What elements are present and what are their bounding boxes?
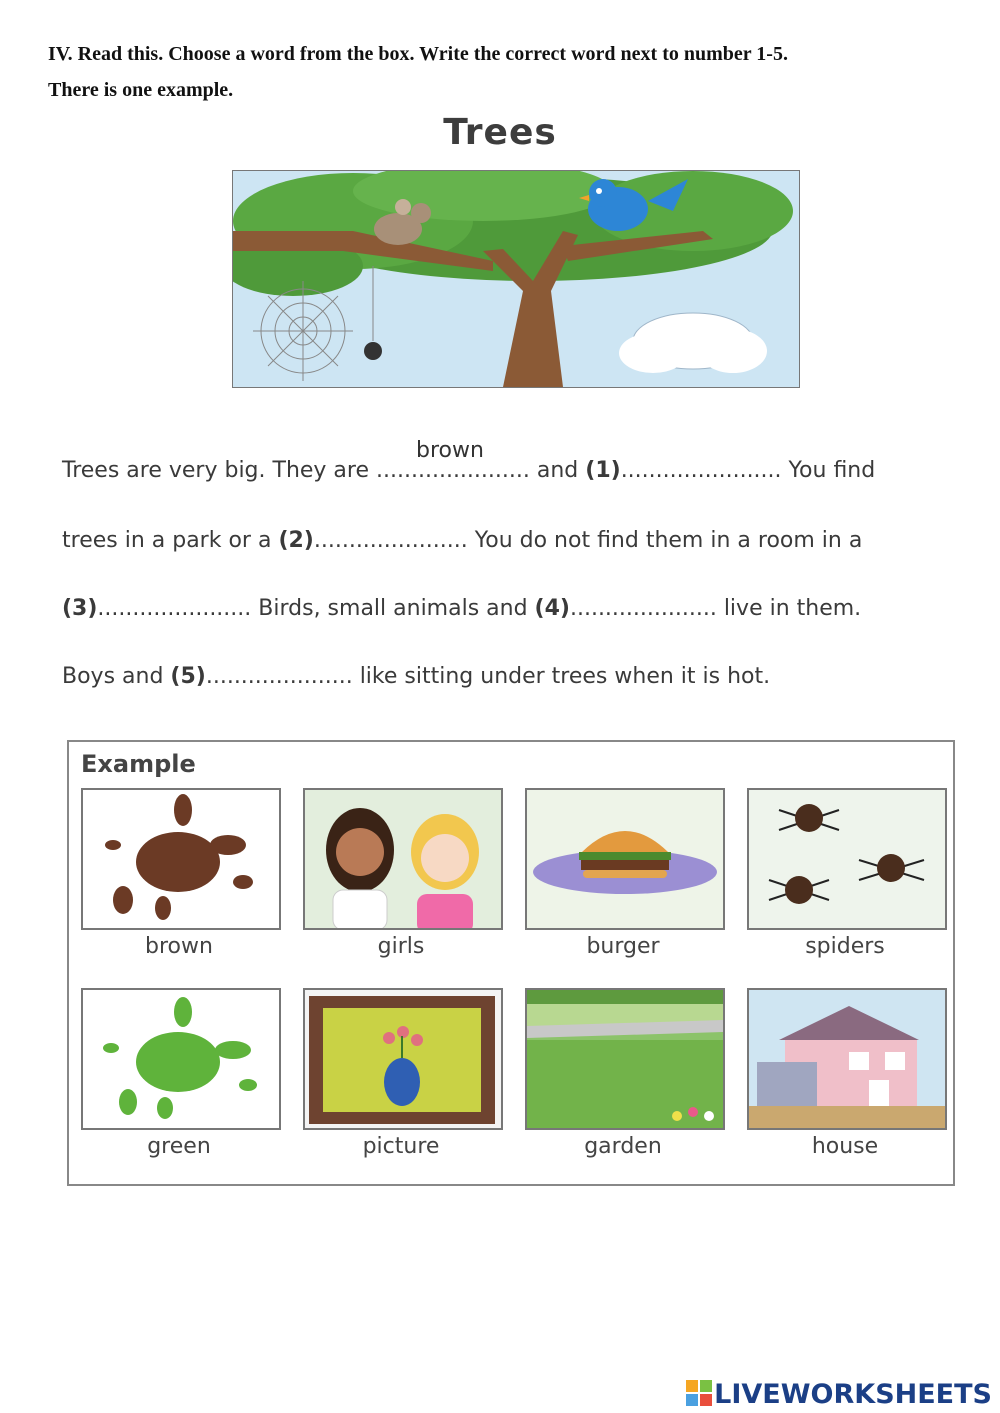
spiders-image (747, 788, 947, 930)
passage-line-3 (62, 594, 861, 624)
number-4: (4) (534, 596, 570, 621)
example-answer: brown (416, 438, 484, 463)
word-picture: picture (362, 1134, 440, 1159)
tree-illustration (232, 170, 800, 388)
brown-paint-image (81, 788, 281, 930)
liveworksheets-logo (686, 1379, 992, 1409)
number-1: (1) (585, 458, 621, 483)
number-5: (5) (170, 664, 206, 689)
passage-line-1 (62, 438, 876, 486)
passage-line-4 (62, 662, 770, 692)
passage-text: You find (781, 458, 876, 483)
answer-blank-4[interactable]: ..................... (569, 596, 717, 621)
word-box-label: Example (81, 750, 196, 778)
word-brown: brown (145, 934, 213, 959)
answer-blank-1[interactable]: ....................... (620, 458, 782, 483)
passage-text: and (529, 458, 586, 483)
word-spiders: spiders (805, 934, 885, 959)
passage-text: Birds, small animals and (251, 596, 535, 621)
burger-image (525, 788, 725, 930)
instructions (48, 36, 948, 108)
word-girls: girls (377, 934, 425, 959)
passage-text: trees in a park or a (62, 528, 279, 553)
instruction-line-1: IV. Read this. Choose a word from the box. Write the correct word next to number 1-5. (48, 43, 788, 65)
answer-blank-3[interactable]: ...................... (97, 596, 252, 621)
passage-text: You do not find them in a room in a (467, 528, 863, 553)
answer-blank-2[interactable]: ...................... (313, 528, 468, 553)
number-2: (2) (278, 528, 314, 553)
girls-image (303, 788, 503, 930)
word-green: green (147, 1134, 211, 1159)
picture-image (303, 988, 503, 1130)
word-burger: burger (586, 934, 660, 959)
passage-text: like sitting under trees when it is hot. (352, 664, 771, 689)
word-box (67, 740, 955, 1186)
passage-text: Boys and (62, 664, 171, 689)
passage-line-2 (62, 526, 862, 556)
example-blank (376, 438, 530, 486)
answer-blank-5[interactable]: ..................... (205, 664, 353, 689)
blank-dots: ...................... (376, 458, 530, 483)
instruction-line-2: There is one example. (48, 79, 234, 101)
passage-text: live in them. (716, 596, 862, 621)
word-garden: garden (584, 1134, 662, 1159)
house-image (747, 988, 947, 1130)
liveworksheets-icon (686, 1380, 714, 1408)
garden-image (525, 988, 725, 1130)
brand-text: LIVEWORKSHEETS (714, 1378, 992, 1410)
number-3: (3) (62, 596, 98, 621)
page-title: Trees (443, 112, 557, 153)
word-house: house (811, 1134, 879, 1159)
passage-text: Trees are very big. They are (62, 458, 377, 483)
green-paint-image (81, 988, 281, 1130)
